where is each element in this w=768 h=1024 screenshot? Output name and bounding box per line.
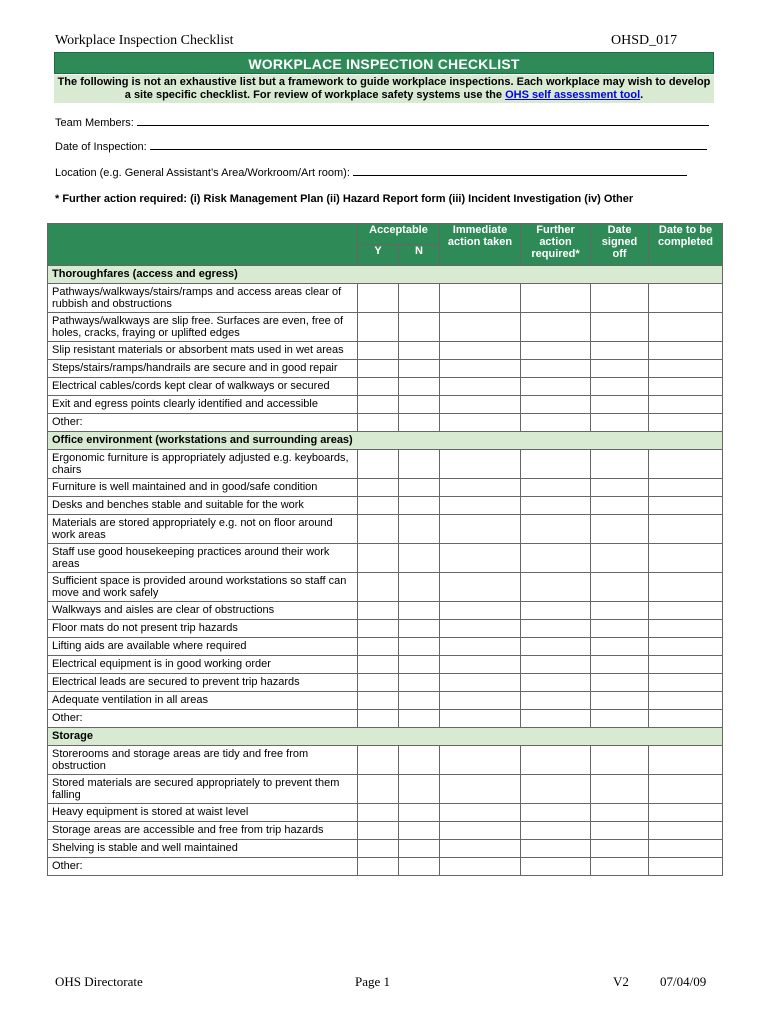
acceptable-yes-cell[interactable] [358,360,399,378]
further-action-cell[interactable] [521,360,591,378]
page-title: WORKPLACE INSPECTION CHECKLIST [54,52,714,74]
date-to-be-completed-cell[interactable] [649,804,723,822]
date-signed-off-cell[interactable] [591,573,649,602]
checklist-row [48,620,723,638]
further-action-cell[interactable] [521,710,591,728]
date-to-be-completed-cell[interactable] [649,674,723,692]
immediate-action-cell[interactable] [440,360,521,378]
further-action-cell[interactable] [521,746,591,775]
checklist-item-label: Electrical equipment is in good working order [48,656,358,674]
immediate-action-cell[interactable] [440,746,521,775]
further-action-cell[interactable] [521,313,591,342]
immediate-action-cell[interactable] [440,804,521,822]
checklist-row [48,840,723,858]
checklist-item-label: Storage areas are accessible and free from trip hazards [48,822,358,840]
checklist-row [48,602,723,620]
acceptable-no-cell[interactable] [399,396,440,414]
footer-directorate: OHS Directorate [55,974,143,989]
further-action-cell[interactable] [521,414,591,432]
checklist-item-label: Slip resistant materials or absorbent mats used in wet areas [48,342,358,360]
acceptable-no-cell[interactable] [399,497,440,515]
checklist-row [48,515,723,544]
immediate-action-cell[interactable] [440,674,521,692]
acceptable-yes-cell[interactable] [358,804,399,822]
acceptable-no-cell[interactable] [399,515,440,544]
acceptable-yes-cell[interactable] [358,414,399,432]
immediate-action-cell[interactable] [440,620,521,638]
checklist-row [48,497,723,515]
checklist-item-label: Staff use good housekeeping practices around their work areas [48,544,358,573]
date-to-be-completed-cell[interactable] [649,620,723,638]
date-of-inspection-input-line[interactable] [150,140,707,150]
date-signed-off-cell[interactable] [591,378,649,396]
date-to-be-completed-cell[interactable] [649,414,723,432]
immediate-action-cell[interactable] [440,378,521,396]
checklist-row [48,360,723,378]
checklist-item-label: Electrical cables/cords kept clear of walkways or secured [48,378,358,396]
date-of-inspection-field [55,140,707,153]
acceptable-header: Acceptable [358,224,440,245]
checklist-item-label: Desks and benches stable and suitable for the work [48,497,358,515]
immediate-action-cell[interactable] [440,775,521,804]
acceptable-no-cell[interactable] [399,378,440,396]
checklist-item-label: Materials are stored appropriately e.g. not on floor around work areas [48,515,358,544]
checklist-item-label: Pathways/walkways/stairs/ramps and access areas clear of rubbish and obstructions [48,284,358,313]
further-action-cell[interactable] [521,620,591,638]
acceptable-yes-cell[interactable] [358,497,399,515]
checklist-item-label: Exit and egress points clearly identified and accessible [48,396,358,414]
acceptable-no-cell[interactable] [399,313,440,342]
checklist-item-label: Electrical leads are secured to prevent trip hazards [48,674,358,692]
date-signed-off-cell[interactable] [591,620,649,638]
date-to-be-completed-cell[interactable] [649,746,723,775]
checklist-row [48,396,723,414]
acceptable-no-cell[interactable] [399,692,440,710]
date-signed-off-header: Date signed off [591,224,649,266]
acceptable-yes-cell[interactable] [358,450,399,479]
immediate-action-cell[interactable] [440,840,521,858]
section-header-row [48,728,723,746]
acceptable-yes-cell[interactable] [358,656,399,674]
team-members-input-line[interactable] [137,116,709,126]
acceptable-yes-header: Y [358,245,399,266]
further-action-cell[interactable] [521,378,591,396]
ohs-self-assessment-link[interactable]: OHS self assessment tool [505,89,641,101]
date-signed-off-cell[interactable] [591,515,649,544]
acceptable-no-cell[interactable] [399,284,440,313]
checklist-row [48,692,723,710]
checklist-body [48,266,723,876]
checklist-row [48,284,723,313]
date-signed-off-cell[interactable] [591,775,649,804]
location-label: Location (e.g. General Assistant’s Area/Workroom/Art room): [55,167,350,179]
date-signed-off-cell[interactable] [591,450,649,479]
further-action-cell[interactable] [521,284,591,313]
date-signed-off-cell[interactable] [591,284,649,313]
acceptable-no-cell[interactable] [399,804,440,822]
acceptable-no-cell[interactable] [399,638,440,656]
footer-date: 07/04/09 [660,974,707,989]
acceptable-no-cell[interactable] [399,620,440,638]
acceptable-yes-cell[interactable] [358,858,399,876]
further-action-cell[interactable] [521,544,591,573]
acceptable-no-cell[interactable] [399,858,440,876]
date-signed-off-cell[interactable] [591,840,649,858]
date-to-be-completed-cell[interactable] [649,573,723,602]
immediate-action-cell[interactable] [440,573,521,602]
date-signed-off-cell[interactable] [591,479,649,497]
checklist-item-label: Floor mats do not present trip hazards [48,620,358,638]
date-signed-off-cell[interactable] [591,396,649,414]
checklist-item-label: Storerooms and storage areas are tidy and free from obstruction [48,746,358,775]
further-action-cell[interactable] [521,674,591,692]
acceptable-no-cell[interactable] [399,573,440,602]
immediate-action-cell[interactable] [440,710,521,728]
checklist-row [48,638,723,656]
checklist-row [48,378,723,396]
intro-text-block [54,75,714,103]
acceptable-yes-cell[interactable] [358,620,399,638]
immediate-action-cell[interactable] [440,414,521,432]
acceptable-yes-cell[interactable] [358,378,399,396]
immediate-action-cell[interactable] [440,313,521,342]
further-action-cell[interactable] [521,396,591,414]
checklist-item-label: Walkways and aisles are clear of obstructions [48,602,358,620]
further-action-header: Further action required* [521,224,591,266]
date-signed-off-cell[interactable] [591,746,649,775]
further-action-cell[interactable] [521,515,591,544]
checklist-row [48,804,723,822]
header-document-title: Workplace Inspection Checklist [55,33,234,48]
location-input-line[interactable] [353,166,687,176]
acceptable-yes-cell[interactable] [358,284,399,313]
date-to-be-completed-cell[interactable] [649,342,723,360]
immediate-action-cell[interactable] [440,497,521,515]
date-to-be-completed-header: Date to be completed [649,224,723,266]
acceptable-yes-cell[interactable] [358,479,399,497]
date-to-be-completed-cell[interactable] [649,840,723,858]
checklist-item-label: Ergonomic furniture is appropriately adjusted e.g. keyboards, chairs [48,450,358,479]
immediate-action-cell[interactable] [440,450,521,479]
date-of-inspection-label: Date of Inspection: [55,141,147,153]
acceptable-yes-cell[interactable] [358,313,399,342]
date-signed-off-cell[interactable] [591,313,649,342]
acceptable-no-cell[interactable] [399,450,440,479]
further-action-cell[interactable] [521,775,591,804]
date-to-be-completed-cell[interactable] [649,284,723,313]
acceptable-yes-cell[interactable] [358,573,399,602]
date-signed-off-cell[interactable] [591,692,649,710]
acceptable-yes-cell[interactable] [358,746,399,775]
item-column-header [48,224,358,266]
checklist-item-label: Shelving is stable and well maintained [48,840,358,858]
checklist-row [48,342,723,360]
date-to-be-completed-cell[interactable] [649,479,723,497]
date-to-be-completed-cell[interactable] [649,450,723,479]
checklist-row [48,775,723,804]
acceptable-no-cell[interactable] [399,840,440,858]
date-signed-off-cell[interactable] [591,360,649,378]
immediate-action-cell[interactable] [440,822,521,840]
checklist-item-label: Adequate ventilation in all areas [48,692,358,710]
checklist-row [48,414,723,432]
acceptable-no-cell[interactable] [399,746,440,775]
immediate-action-cell[interactable] [440,544,521,573]
checklist-row [48,858,723,876]
acceptable-yes-cell[interactable] [358,544,399,573]
date-to-be-completed-cell[interactable] [649,822,723,840]
inspection-table [47,223,723,876]
date-to-be-completed-cell[interactable] [649,710,723,728]
immediate-action-cell[interactable] [440,284,521,313]
checklist-row [48,450,723,479]
further-action-cell[interactable] [521,497,591,515]
checklist-row [48,746,723,775]
date-signed-off-cell[interactable] [591,544,649,573]
acceptable-no-cell[interactable] [399,342,440,360]
checklist-item-label: Stored materials are secured appropriately to prevent them falling [48,775,358,804]
further-action-cell[interactable] [521,342,591,360]
date-to-be-completed-cell[interactable] [649,313,723,342]
immediate-action-cell[interactable] [440,602,521,620]
header-document-code: OHSD_017 [611,33,678,48]
checklist-row [48,710,723,728]
immediate-action-cell[interactable] [440,515,521,544]
checklist-row [48,313,723,342]
checklist-row [48,674,723,692]
section-title: Office environment (workstations and surrounding areas) [48,432,723,450]
date-to-be-completed-cell[interactable] [649,656,723,674]
date-signed-off-cell[interactable] [591,674,649,692]
section-title: Storage [48,728,723,746]
acceptable-yes-cell[interactable] [358,775,399,804]
immediate-action-cell[interactable] [440,396,521,414]
acceptable-yes-cell[interactable] [358,396,399,414]
immediate-action-cell[interactable] [440,656,521,674]
further-action-cell[interactable] [521,479,591,497]
immediate-action-cell[interactable] [440,638,521,656]
location-field [55,166,687,179]
acceptable-no-cell[interactable] [399,674,440,692]
checklist-item-label: Other: [48,858,358,876]
checklist-item-label: Lifting aids are available where required [48,638,358,656]
acceptable-yes-cell[interactable] [358,602,399,620]
date-signed-off-cell[interactable] [591,602,649,620]
section-header-row [48,266,723,284]
date-signed-off-cell[interactable] [591,638,649,656]
acceptable-yes-cell[interactable] [358,710,399,728]
immediate-action-header: Immediate action taken [440,224,521,266]
checklist-item-label: Furniture is well maintained and in good/safe condition [48,479,358,497]
checklist-row [48,822,723,840]
further-action-cell[interactable] [521,804,591,822]
further-action-cell[interactable] [521,450,591,479]
date-to-be-completed-cell[interactable] [649,378,723,396]
footer-page-number: Page 1 [355,974,391,989]
date-to-be-completed-cell[interactable] [649,638,723,656]
date-to-be-completed-cell[interactable] [649,497,723,515]
immediate-action-cell[interactable] [440,342,521,360]
checklist-row [48,573,723,602]
checklist-item-label: Pathways/walkways are slip free. Surfaces are even, free of holes, cracks, fraying or uplifted edges [48,313,358,342]
footer-version: V2 [613,974,629,989]
date-signed-off-cell[interactable] [591,497,649,515]
intro-text: The following is not an exhaustive list but a framework to guide workplace inspections. Each workplace may wish to develop a site specific checklist. For review of workplace safety systems use the [57,76,711,101]
acceptable-no-cell[interactable] [399,479,440,497]
immediate-action-cell[interactable] [440,858,521,876]
checklist-item-label: Other: [48,414,358,432]
date-signed-off-cell[interactable] [591,656,649,674]
section-header-row [48,432,723,450]
checklist-row [48,544,723,573]
date-signed-off-cell[interactable] [591,710,649,728]
date-to-be-completed-cell[interactable] [649,544,723,573]
immediate-action-cell[interactable] [440,479,521,497]
acceptable-yes-cell[interactable] [358,638,399,656]
date-to-be-completed-cell[interactable] [649,602,723,620]
acceptable-yes-cell[interactable] [358,515,399,544]
team-members-field [55,116,709,129]
acceptable-no-cell[interactable] [399,360,440,378]
acceptable-no-cell[interactable] [399,710,440,728]
further-action-cell[interactable] [521,692,591,710]
acceptable-no-cell[interactable] [399,602,440,620]
further-action-cell[interactable] [521,656,591,674]
date-to-be-completed-cell[interactable] [649,775,723,804]
section-title: Thoroughfares (access and egress) [48,266,723,284]
acceptable-no-cell[interactable] [399,656,440,674]
acceptable-yes-cell[interactable] [358,674,399,692]
checklist-item-label: Other: [48,710,358,728]
date-to-be-completed-cell[interactable] [649,692,723,710]
date-signed-off-cell[interactable] [591,414,649,432]
date-signed-off-cell[interactable] [591,822,649,840]
acceptable-no-cell[interactable] [399,544,440,573]
acceptable-yes-cell[interactable] [358,840,399,858]
acceptable-no-cell[interactable] [399,822,440,840]
further-action-cell[interactable] [521,858,591,876]
date-to-be-completed-cell[interactable] [649,858,723,876]
date-to-be-completed-cell[interactable] [649,515,723,544]
acceptable-yes-cell[interactable] [358,822,399,840]
further-action-cell[interactable] [521,822,591,840]
further-action-cell[interactable] [521,573,591,602]
acceptable-no-cell[interactable] [399,414,440,432]
checklist-item-label: Steps/stairs/ramps/handrails are secure and in good repair [48,360,358,378]
checklist-row [48,479,723,497]
checklist-row [48,656,723,674]
immediate-action-cell[interactable] [440,692,521,710]
acceptable-no-cell[interactable] [399,775,440,804]
date-to-be-completed-cell[interactable] [649,360,723,378]
intro-end: . [640,89,644,101]
checklist-item-label: Sufficient space is provided around workstations so staff can move and work safely [48,573,358,602]
date-to-be-completed-cell[interactable] [649,396,723,414]
date-signed-off-cell[interactable] [591,342,649,360]
further-action-cell[interactable] [521,638,591,656]
acceptable-yes-cell[interactable] [358,342,399,360]
date-signed-off-cell[interactable] [591,858,649,876]
acceptable-yes-cell[interactable] [358,692,399,710]
further-action-cell[interactable] [521,840,591,858]
acceptable-no-header: N [399,245,440,266]
further-action-cell[interactable] [521,602,591,620]
team-members-label: Team Members: [55,117,134,129]
checklist-item-label: Heavy equipment is stored at waist level [48,804,358,822]
date-signed-off-cell[interactable] [591,804,649,822]
further-action-note: * Further action required: (i) Risk Management Plan (ii) Hazard Report form (iii) Incident Investigation (iv) Other [55,193,634,205]
